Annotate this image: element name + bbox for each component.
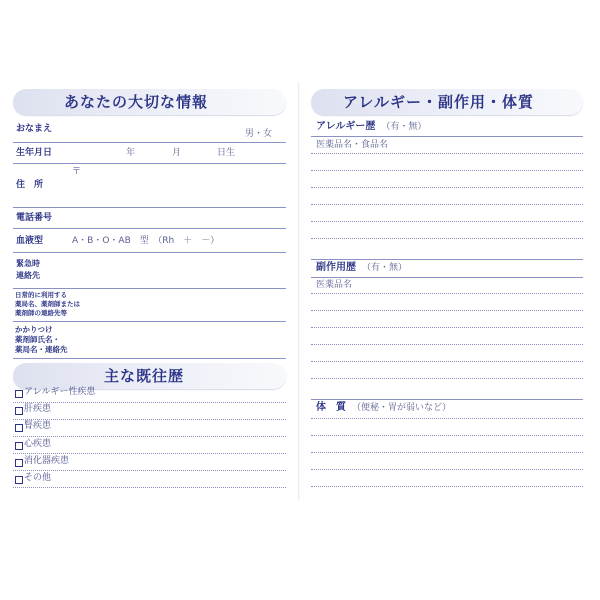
regular-label-1: かかりつけ <box>15 325 53 334</box>
allergy-history-heading <box>316 121 426 133</box>
history-label-kidney: 腎疾患 <box>24 421 52 431</box>
history-checkbox-heart[interactable] <box>15 442 23 450</box>
history-label-heart: 心疾患 <box>24 439 52 449</box>
constitution-heading <box>316 402 451 414</box>
side-effect-drug-label: 医薬品名 <box>316 280 353 290</box>
side-effect-line <box>311 310 583 311</box>
allergy-line <box>311 153 583 154</box>
history-line <box>13 470 286 471</box>
birth-year: 年 <box>126 148 136 158</box>
pharmacy-label-3: 薬剤師の連絡先等 <box>15 309 67 317</box>
allergy-history-options[interactable]: （有・無） <box>381 122 427 132</box>
history-label-other: その他 <box>24 473 52 483</box>
emergency-label-1: 緊急時 <box>16 259 40 268</box>
history-line <box>13 402 286 403</box>
side-effect-line <box>311 327 583 328</box>
history-label-liver: 肝疾患 <box>24 404 52 414</box>
birth-month: 月 <box>172 148 182 158</box>
allergy-head-line <box>311 136 583 137</box>
pharmacy-label-2: 薬局名、薬剤師または <box>15 300 80 308</box>
blood-type-options[interactable]: A・B・O・AB 型 （Rh ＋ －） <box>72 236 220 246</box>
history-checkbox-allergy[interactable] <box>15 390 23 398</box>
birth-day: 日生 <box>217 148 236 158</box>
constitution-hint: （便秘・胃が弱いなど） <box>352 403 452 413</box>
book-spine <box>298 82 300 500</box>
constitution-line <box>311 418 583 419</box>
emergency-line <box>13 288 286 289</box>
side-effect-options[interactable]: （有・無） <box>362 263 408 273</box>
birth-line <box>13 163 286 164</box>
history-label-allergy: アレルギー性疾患 <box>24 387 96 397</box>
history-line <box>13 487 286 488</box>
constitution-top-line <box>311 399 583 400</box>
constitution-label: 体 質 <box>316 402 346 413</box>
history-checkbox-kidney[interactable] <box>15 424 23 432</box>
pharmacy-label-1: 日常的に利用する <box>15 291 67 299</box>
allergy-line <box>311 221 583 222</box>
allergy-page <box>303 82 591 500</box>
birth-label: 生年月日 <box>16 148 53 158</box>
history-line <box>13 419 286 420</box>
constitution-line <box>311 469 583 470</box>
allergy-history-label: アレルギー歴 <box>316 121 376 132</box>
allergy-page-title: アレルギー・副作用・体質 <box>343 93 535 111</box>
allergy-line <box>311 204 583 205</box>
regular-label-3: 薬局名・連絡先 <box>15 345 68 354</box>
side-effect-line <box>311 293 583 294</box>
postal-mark: 〒 <box>72 167 82 177</box>
phone-line <box>13 228 286 229</box>
side-effect-label: 副作用歴 <box>316 262 356 273</box>
personal-info-page <box>8 82 296 500</box>
blood-line <box>13 252 286 253</box>
address-label: 住 所 <box>16 180 44 190</box>
side-effect-line <box>311 344 583 345</box>
gender-options[interactable]: 男・女 <box>245 129 273 139</box>
name-label: おなまえ <box>16 124 53 134</box>
history-title: 主な既往歴 <box>104 367 185 385</box>
history-label-digestive: 消化器疾患 <box>24 456 70 466</box>
constitution-line <box>311 452 583 453</box>
history-line <box>13 436 286 437</box>
allergy-line <box>311 187 583 188</box>
constitution-line <box>311 486 583 487</box>
name-line <box>13 142 286 143</box>
allergy-line <box>311 238 583 239</box>
history-line <box>13 453 286 454</box>
allergy-line <box>311 170 583 171</box>
side-effect-head-line <box>311 277 583 278</box>
history-checkbox-digestive[interactable] <box>15 459 23 467</box>
blood-label: 血液型 <box>16 236 44 246</box>
history-checkbox-other[interactable] <box>15 476 23 484</box>
phone-label: 電話番号 <box>16 213 53 223</box>
pharmacy-line <box>13 321 286 322</box>
emergency-label-2: 連絡先 <box>16 271 40 280</box>
side-effect-line <box>311 361 583 362</box>
side-effect-heading <box>316 262 407 274</box>
regular-line <box>13 358 286 359</box>
allergy-drug-food-label: 医薬品名・食品名 <box>316 140 389 150</box>
history-checkbox-liver[interactable] <box>15 407 23 415</box>
regular-label-2: 薬剤師氏名・ <box>15 335 60 344</box>
side-effect-top-line <box>311 259 583 260</box>
side-effect-line <box>311 378 583 379</box>
personal-info-title: あなたの大切な情報 <box>64 93 209 111</box>
constitution-line <box>311 435 583 436</box>
address-line <box>13 207 286 208</box>
